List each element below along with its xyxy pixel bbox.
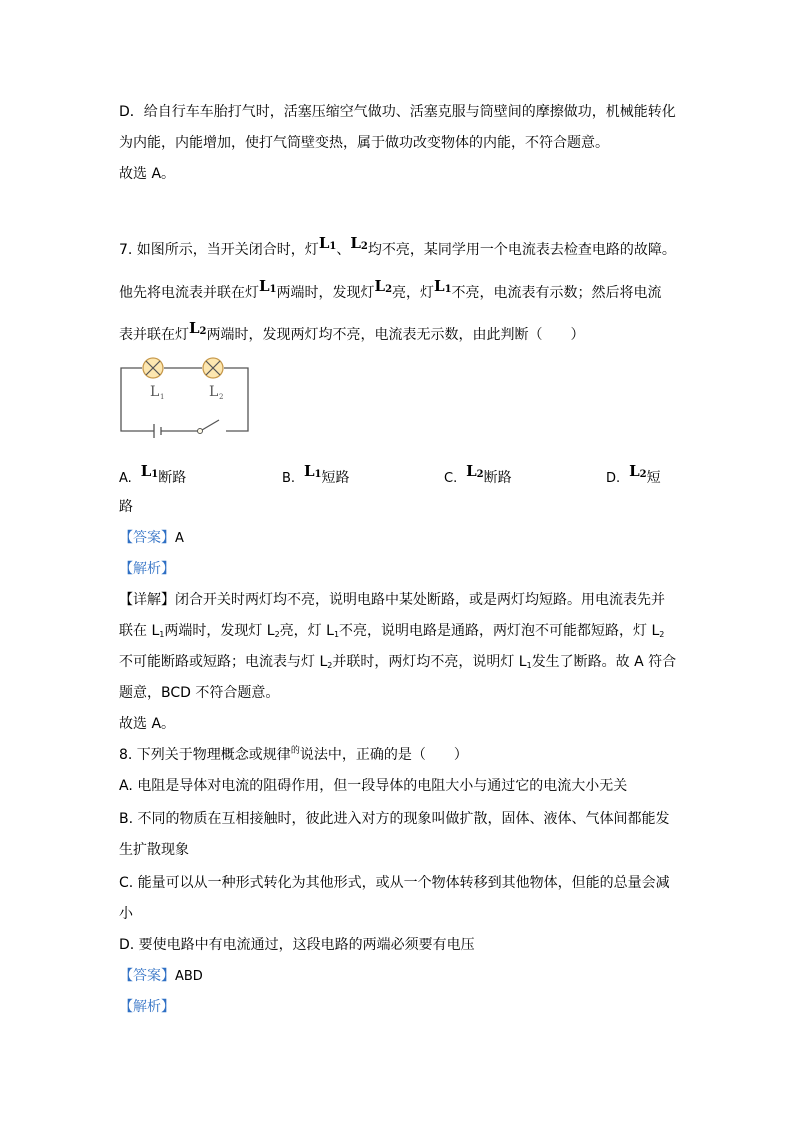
lamp-l1-symbol: $L_1$ bbox=[259, 277, 277, 295]
circuit-diagram bbox=[118, 350, 252, 440]
q8-option-b-line1[interactable]: B. 不同的物质在互相接触时，彼此进入对方的现象叫做扩散，固体、液体、气体间都能发 bbox=[119, 811, 670, 827]
lamp-l2-symbol: $L_2$ bbox=[374, 277, 393, 295]
q7-detail-line4: 题意，BCD 不符合题意。 bbox=[119, 685, 280, 701]
prev-option-d-line1: D．给自行车车胎打气时，活塞压缩空气做功、活塞克服与筒壁间的摩擦做功，机械能转化 bbox=[119, 104, 676, 120]
svg-text:L: L bbox=[209, 384, 219, 400]
q7-option-c[interactable]: C. $L_2$断路 bbox=[444, 462, 512, 486]
q8-option-c-line2: 小 bbox=[119, 906, 133, 922]
q7-stem-line1: 7. 如图所示，当开关闭合时，灯$L_1$、$L_2$均不亮，某同学用一个电流表去检查电路的故障。 bbox=[119, 234, 676, 258]
prev-conclusion: 故选 A。 bbox=[119, 166, 176, 182]
q7-detail-line1: 【详解】闭合开关时两灯均不亮，说明电路中某处断路，或是两灯均短路。用电流表先并 bbox=[119, 592, 665, 608]
q7-stem-line2: 他先将电流表并联在灯$L_1$两端时，发现灯$L_2$亮，灯$L_1$不亮，电流表有示数；然后将电流 bbox=[119, 277, 662, 301]
q7-analysis-label: 【解析】 bbox=[119, 561, 175, 577]
q7-option-d[interactable]: D. $L_2$短 bbox=[606, 462, 661, 486]
lamp-l2-symbol: $L_2$ bbox=[350, 234, 368, 252]
prev-option-d-line2: 为内能，内能增加，使打气筒壁变热，属于做功改变物体的内能，不符合题意。 bbox=[119, 135, 609, 151]
q7-option-a[interactable]: A. $L_1$断路 bbox=[119, 462, 187, 486]
svg-text:1: 1 bbox=[160, 393, 165, 401]
q7-detail-line3: 不可能断路或短路；电流表与灯 $L_2$并联时，两灯均不亮，说明灯 $L_1$发生了断路。故 A 符合 bbox=[119, 654, 677, 670]
answer-value: ABD bbox=[175, 969, 203, 984]
lamp-l2-icon bbox=[203, 358, 223, 378]
lamp-l2-symbol: $L_2$ bbox=[189, 319, 207, 337]
switch-pivot-icon bbox=[198, 429, 203, 434]
q8-analysis-label: 【解析】 bbox=[119, 999, 175, 1015]
q7-answer bbox=[119, 529, 184, 548]
q8-option-b-line2: 生扩散现象 bbox=[119, 842, 189, 858]
switch-lever-icon bbox=[202, 420, 219, 430]
svg-text:2: 2 bbox=[219, 393, 224, 401]
answer-label: 【答案】 bbox=[119, 530, 175, 546]
answer-label: 【答案】 bbox=[119, 968, 175, 984]
q7-option-b[interactable]: B. $L_1$短路 bbox=[282, 462, 350, 486]
svg-text:L: L bbox=[150, 384, 160, 400]
q7-option-d-wrap: 路 bbox=[119, 499, 133, 515]
q8-option-a[interactable]: A. 电阻是导体对电流的阻碍作用，但一段导体的电阻大小与通过它的电流大小无关 bbox=[119, 778, 628, 794]
q7-conclusion: 故选 A。 bbox=[119, 716, 176, 732]
detail-label: 【详解】 bbox=[119, 592, 175, 608]
q8-option-c-line1[interactable]: C. 能量可以从一种形式转化为其他形式，或从一个物体转移到其他物体，但能的总量会减 bbox=[119, 875, 670, 891]
q8-option-d[interactable]: D. 要使电路中有电流通过，这段电路的两端必须要有电压 bbox=[119, 937, 475, 953]
answer-value: A bbox=[175, 531, 184, 546]
lamp-l1-symbol: $L_1$ bbox=[318, 234, 337, 252]
q8-stem: 8. 下列关于物理概念或规律$^的$说法中，正确的是（ ） bbox=[119, 746, 468, 763]
lamp-l1-icon bbox=[143, 358, 163, 378]
lamp-l1-symbol: $L_1$ bbox=[434, 277, 452, 295]
q8-answer bbox=[119, 967, 203, 986]
q7-stem-line3: 表并联在灯$L_2$两端时，发现两灯均不亮，电流表无示数，由此判断（ ） bbox=[119, 319, 585, 343]
q7-detail-line2: 联在 $L_1$两端时，发现灯 $L_2$亮，灯 $L_1$不亮，说明电路是通路，两灯泡不可能都短路，灯 $L_2$ bbox=[119, 623, 665, 639]
